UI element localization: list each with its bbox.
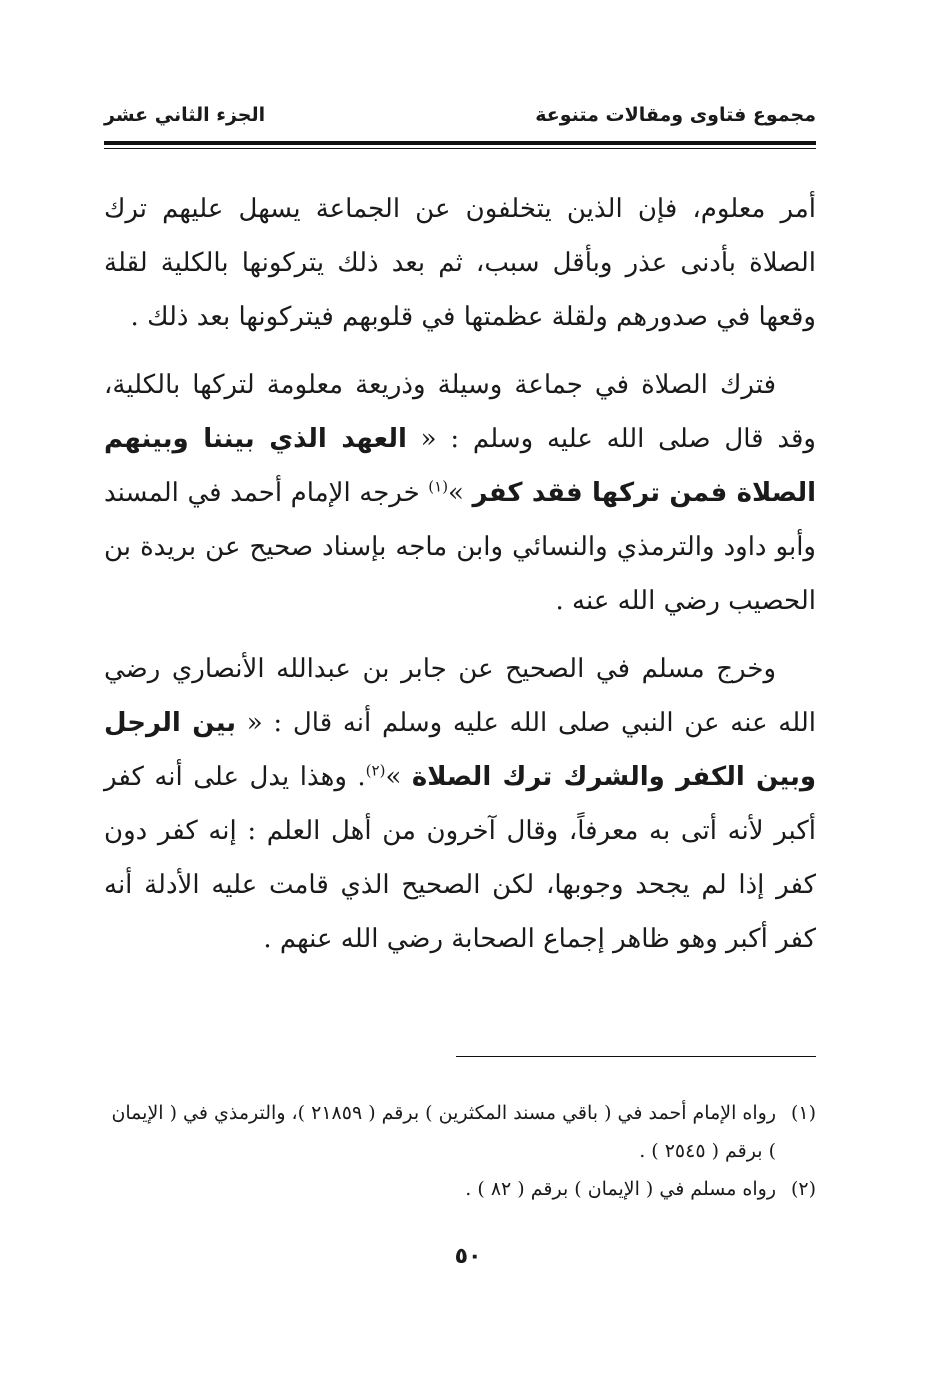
footnote-1-number: (١)	[790, 1102, 816, 1124]
hadith-quote-2: بين الرجل وبين الكفر والشرك ترك الصلاة	[104, 708, 816, 792]
running-header	[104, 104, 816, 144]
quote-close-2: »	[385, 762, 412, 792]
paragraph-3-intro: وخرج مسلم في الصحيح عن جابر بن عبدالله الأنصاري رضي الله عنه عن النبي صلى الله عليه وسلم أنه قال : «	[104, 654, 816, 738]
footnote-separator	[456, 1056, 816, 1057]
paragraph-1	[104, 182, 816, 344]
page-number: ٥٠	[454, 1244, 482, 1269]
paragraph-1-text: أمر معلوم، فإن الذين يتخلفون عن الجماعة يسهل عليهم ترك الصلاة بأدنى عذر وبأقل سبب، ثم بعد ذلك يتركونها بالكلية لقلة وقعها في صدورهم ولقلة عظمتها في قلوبهم فيتركونها بعد ذلك .	[104, 194, 816, 332]
footnote-1-text: رواه الإمام أحمد في ( باقي مسند المكثرين ) برقم ( ٢١٨٥٩ )، والترمذي في ( الإيمان ) برقم ( ٢٥٤٥ ) .	[111, 1102, 776, 1162]
paragraph-3-rest: . وهذا يدل على أنه كفر أكبر لأنه أتى به معرفاً، وقال آخرون من أهل العلم : إنه كفر دون كفر إذا لم يجحد وجوبها، لكن الصحيح الذي قامت عليه الأدلة أنه كفر أكبر وهو ظاهر إجماع الصحابة رضي الله عنهم .	[104, 762, 816, 954]
volume-label: الجزء الثاني عشر	[104, 104, 266, 126]
main-text	[104, 182, 816, 980]
paragraph-2-intro: فترك الصلاة في جماعة وسيلة وذريعة معلومة لتركها بالكلية، وقد قال صلى الله عليه وسلم : «	[104, 370, 816, 454]
book-title: مجموع فتاوى ومقالات متنوعة	[535, 104, 816, 126]
footnote-2	[104, 1170, 816, 1208]
footnote-1	[104, 1094, 816, 1170]
footnote-2-number: (٢)	[790, 1178, 816, 1200]
footnote-2-text: رواه مسلم في ( الإيمان ) برقم ( ٨٢ ) .	[465, 1178, 776, 1200]
footnote-ref-1[interactable]: (١)	[428, 477, 449, 496]
paragraph-3	[104, 642, 816, 966]
footnotes	[104, 1094, 816, 1208]
header-rule-thin	[104, 148, 816, 149]
header-rule-thick	[104, 141, 816, 145]
hadith-quote-1: العهد الذي بيننا وبينهم الصلاة فمن تركها فقد كفر	[104, 424, 816, 508]
quote-close-1: »	[448, 478, 473, 508]
paragraph-2	[104, 358, 816, 628]
paragraph-2-rest: خرجه الإمام أحمد في المسند وأبو داود والترمذي والنسائي وابن ماجه بإسناد صحيح عن بريدة بن الحصيب رضي الله عنه .	[104, 478, 816, 616]
footnote-ref-2[interactable]: (٢)	[365, 761, 386, 780]
